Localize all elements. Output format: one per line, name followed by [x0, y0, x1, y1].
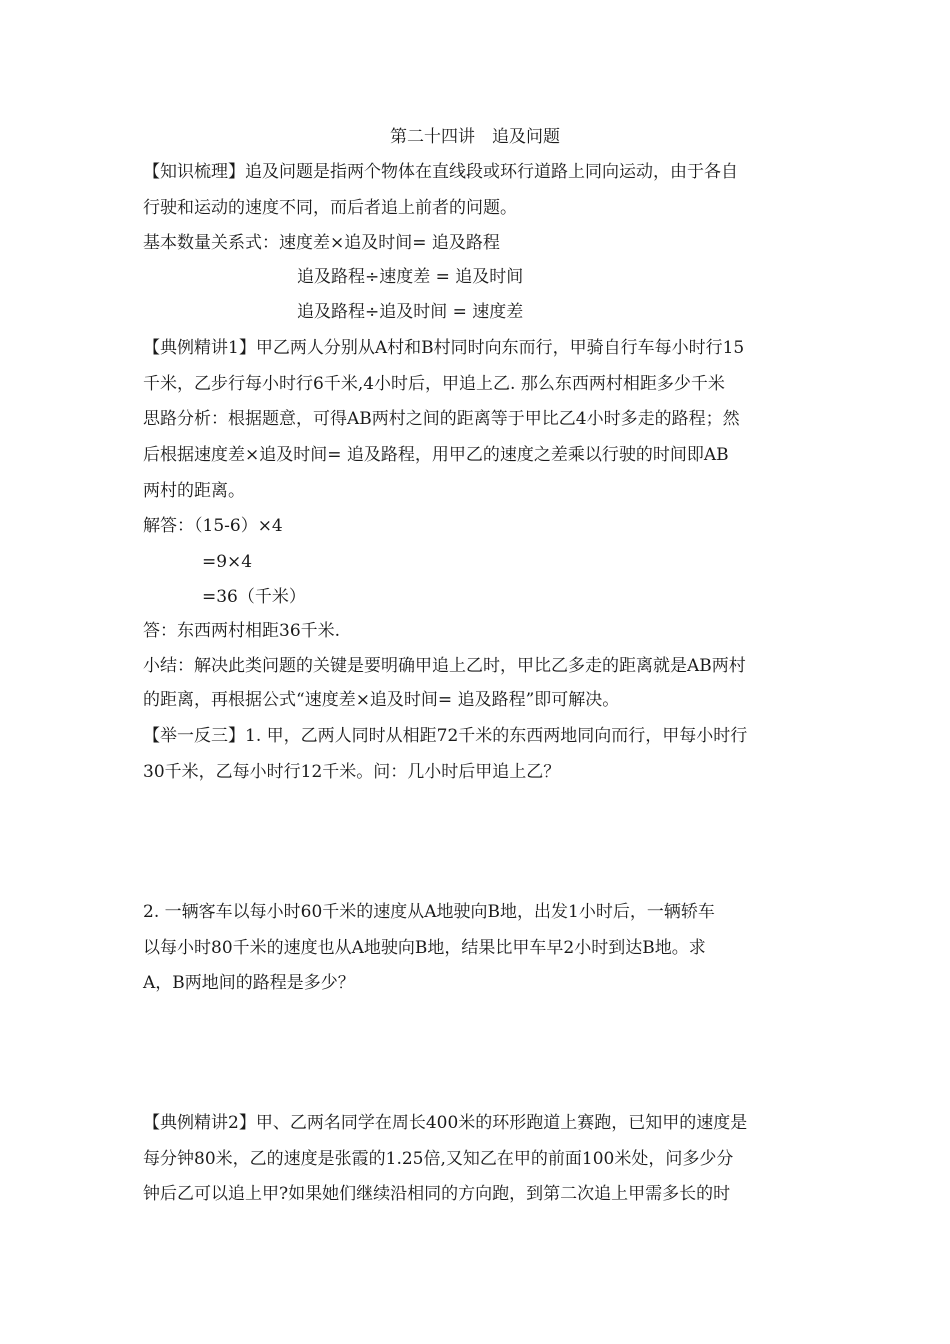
practice-q2-line-2: 以每小时80千米的速度也从A地驶向B地，结果比甲车早2小时到达B地。求 [143, 938, 706, 958]
example2-line-2: 每分钟80米，乙的速度是张霞的1.25倍,又知乙在甲的前面100米处，问多少分 [143, 1149, 734, 1169]
example1-analysis-line-2: 后根据速度差×追及时间= 追及路程，用甲乙的速度之差乘以行驶的时间即AB [143, 445, 729, 465]
practice-q2-line-1: 2. 一辆客车以每小时60千米的速度从A地驶向B地，出发1小时后，一辆轿车 [143, 902, 715, 922]
practice-q1-line-1: 【举一反三】1. 甲，乙两人同时从相距72千米的东西两地同向而行，甲每小时行 [143, 726, 748, 746]
example1-step-3: =36（千米） [202, 587, 306, 607]
example1-answer: 答：东西两村相距36千米. [143, 621, 341, 641]
formula-intro: 基本数量关系式：速度差×追及时间= 追及路程 [143, 233, 500, 253]
example1-line-1: 【典例精讲1】甲乙两人分别从A村和B村同时向东而行，甲骑自行车每小时行15 [143, 338, 745, 358]
example2-line-3: 钟后乙可以追上甲?如果她们继续沿相同的方向跑，到第二次追上甲需多长的时 [143, 1184, 731, 1204]
example1-step-2: =9×4 [202, 552, 253, 572]
example1-analysis-line-1: 思路分析：根据题意，可得AB两村之间的距离等于甲比乙4小时多走的路程；然 [143, 409, 740, 429]
practice-q1-line-2: 30千米，乙每小时行12千米。问：几小时后甲追上乙？ [143, 762, 561, 782]
example1-solution: 解答：（15-6）×4 [143, 516, 283, 536]
page-title: 第二十四讲 追及问题 [390, 127, 560, 147]
example1-line-2: 千米，乙步行每小时行6千米,4小时后，甲追上乙. 那么东西两村相距多少千米 [143, 374, 725, 394]
example1-summary-line-1: 小结：解决此类问题的关键是要明确甲追上乙时，甲比乙多走的距离就是AB两村 [143, 656, 746, 676]
knowledge-text-line-1: 【知识梳理】追及问题是指两个物体在直线段或环行道路上同向运动，由于各自 [143, 162, 738, 182]
practice-q2-line-3: A，B两地间的路程是多少？ [143, 973, 355, 993]
knowledge-text-line-2: 行驶和运动的速度不同，而后者追上前者的问题。 [143, 198, 517, 218]
example2-line-1: 【典例精讲2】甲、乙两名同学在周长400米的环形跑道上赛跑，已知甲的速度是 [143, 1113, 748, 1133]
example1-analysis-line-3: 两村的距离。 [143, 481, 245, 501]
formula-2: 追及路程÷速度差 = 追及时间 [297, 267, 524, 287]
formula-3: 追及路程÷追及时间 = 速度差 [297, 302, 524, 322]
example1-summary-line-2: 的距离，再根据公式“速度差×追及时间= 追及路程”即可解决。 [143, 690, 620, 710]
